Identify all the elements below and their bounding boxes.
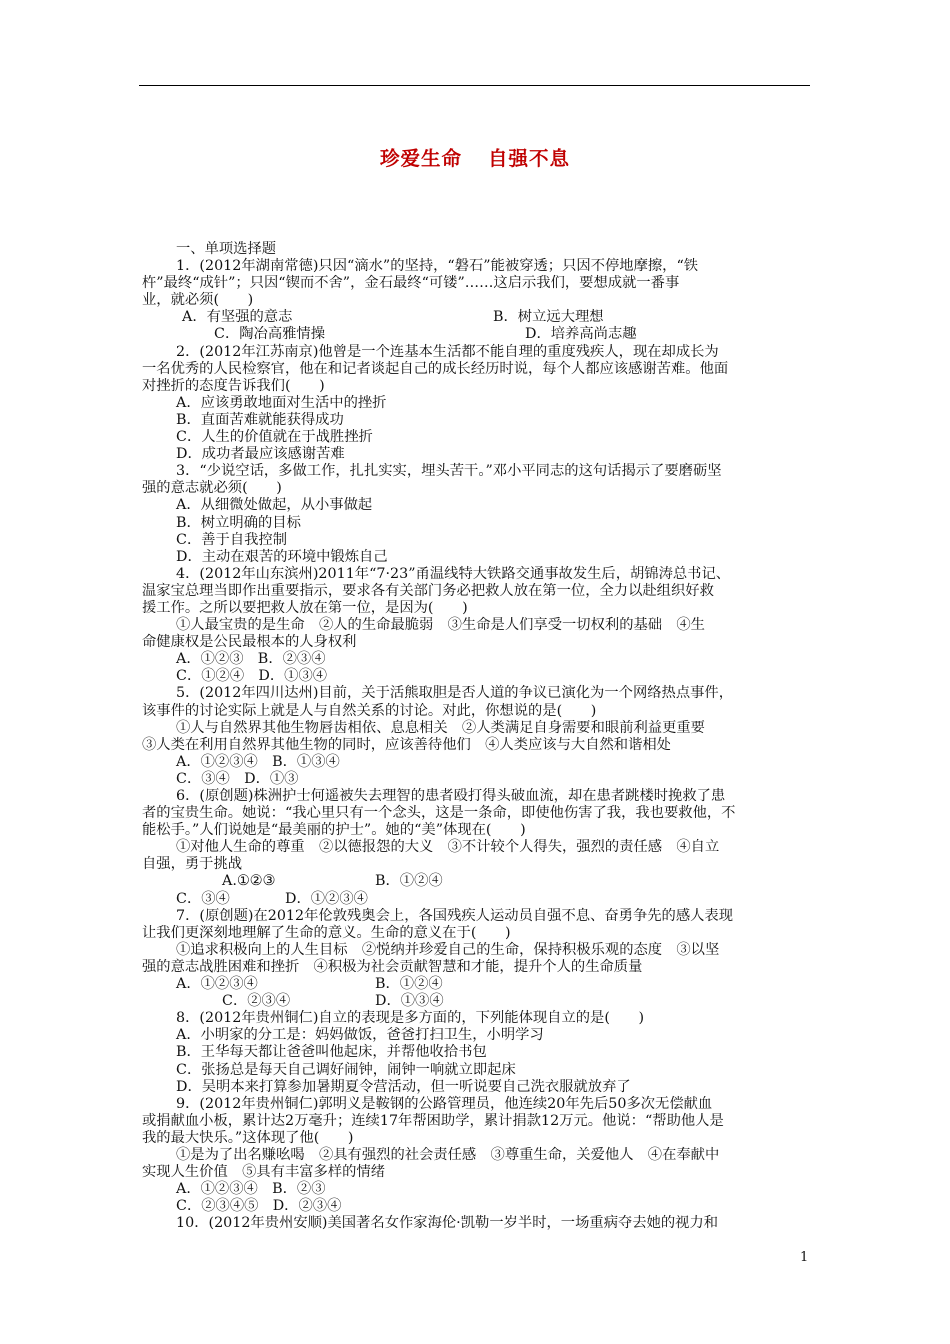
question-stem: 对挫折的态度告诉我们( ) [142,377,325,394]
option-b: B．直面苦难就能获得成功 [176,411,344,428]
question-stem: 7．(原创题)在2012年伦敦残奥会上，各国残疾人运动员自强不息、奋勇争先的感人表现 [176,907,734,924]
option-a: A.①②③ [222,873,276,890]
question-stem: 者的宝贵生命。她说：“我心里只有一个念头，这是一条命，即使他伤害了我，我也要救他，不 [142,805,736,822]
question-stem: 4．(2012年山东滨州)2011年“7·23”甬温线特大铁路交通事故发生后，胡锦涛总书记、 [176,565,731,582]
options-row [142,309,814,326]
options-ab: A．①②③④ B．①③④ [176,753,340,770]
question-stem: 或捐献血小板，累计达2万毫升；连续17年帮困助学，累计捐款12万元。他说：“帮助他人是 [142,1112,724,1129]
option-d: D．培养高尚志趣 [525,326,637,343]
option-a: A．应该勇敢地面对生活中的挫折 [176,394,387,411]
question-stem: 10．(2012年贵州安顺)美国著名女作家海伦·凯勒一岁半时，一场重病夺去她的视力和 [176,1215,719,1232]
statement-items: 实现人生价值 ⑤具有丰富多样的情绪 [142,1164,386,1181]
question-stem: 8．(2012年贵州铜仁)自立的表现是多方面的，下列能体现自立的是( ) [176,1010,645,1027]
option-d: D．①③④ [375,993,444,1010]
option-b: B．树立远大理想 [493,309,604,326]
statement-items: ①追求积极向上的人生目标 ②悦纳并珍爱自己的生命，保持积极乐观的态度 ③以坚 [176,941,720,958]
statement-items: ①人最宝贵的是生命 ②人的生命最脆弱 ③生命是人们享受一切权利的基础 ④生 [176,617,705,634]
section-heading: 一、单项选择题 [176,241,277,257]
option-b: B．树立明确的目标 [176,514,301,531]
question-stem: 6．(原创题)株洲护士何遥被失去理智的患者殴打得头破血流，却在患者跳楼时挽救了患 [176,788,726,804]
question-stem: 3．“少说空话，多做工作，扎扎实实，埋头苦干。”邓小平同志的这句话揭示了要磨砺坚 [176,463,722,480]
page-number: 1 [800,1250,809,1265]
question-stem: 1．(2012年湖南常德)只因“滴水”的坚持，“磐石”能被穿透；只因不停地摩擦，“铁 [176,258,699,275]
page-title [0,143,950,171]
header-rule [139,85,810,86]
question-stem: 能松手。”人们说她是“最美丽的护士”。她的“美”体现在( ) [142,822,526,839]
option-c: C．善于自我控制 [176,531,288,548]
question-stem: 援工作。之所以要把救人放在第一位，是因为( ) [142,599,468,616]
statement-items: 强的意志战胜困难和挫折 ④积极为社会贡献智慧和才能，提升个人的生命质量 [142,958,643,975]
options-row [142,993,814,1010]
option-b: B．王华每天都让爸爸叫他起床，并帮他收拾书包 [176,1044,487,1061]
options-cd: C．①②④ D．①③④ [176,668,328,685]
option-b: B．①②④ [375,976,443,993]
options-row [142,873,814,890]
statement-items: ①人与自然界其他生物唇齿相依、息息相关 ②人类满足自身需要和眼前利益更重要 [176,719,705,736]
question-stem: 一名优秀的人民检察官，他在和记者谈起自己的成长经历时说，每个人都应该感谢苦难。他面 [142,360,729,377]
option-c: C．陶冶高雅情操 [214,326,326,343]
options-cd: C．③④ D．①③ [176,770,299,787]
options-cd: C．②③④⑤ D．②③④ [176,1198,342,1215]
option-c: C．张扬总是每天自己调好闹钟，闹钟一响就立即起床 [176,1061,516,1078]
question-stem: 我的最大快乐。”这体现了他( ) [142,1129,354,1146]
statement-items: ①对他人生命的尊重 ②以德报怨的大义 ③不计较个人得失，强烈的责任感 ④自立 [176,839,720,856]
option-d: D．成功者最应该感谢苦难 [176,446,345,463]
options-row [142,976,814,993]
options-row [142,326,814,343]
question-stem: 让我们更深刻地理解了生命的意义。生命的意义在于( ) [142,924,511,941]
question-stem: 强的意志就必须( ) [142,480,282,497]
option-c: C．③④ [176,890,230,907]
question-stem: 5．(2012年四川达州)目前，关于活熊取胆是否人道的争议已演化为一个网络热点事件， [176,685,734,702]
question-stem: 2．(2012年江苏南京)他曾是一个连基本生活都不能自理的重度残疾人，现在却成长为 [176,343,719,360]
option-a: A．从细微处做起，从小事做起 [176,497,373,514]
option-d: D．吴明本来打算参加暑期夏令营活动，但一听说要自己洗衣服就放弃了 [176,1078,631,1095]
statement-items: 自强，勇于挑战 [142,856,243,873]
question-stem: 该事件的讨论实际上就是人与自然关系的讨论。对此，你想说的是( ) [142,702,597,719]
option-b: B．①②④ [375,873,443,890]
options-ab: A．①②③ B．②③④ [176,651,326,668]
statement-items: ③人类在利用自然界其他生物的同时，应该善待他们 ④人类应该与大自然和谐相处 [142,736,671,753]
question-list [142,241,814,1232]
option-a: A．有坚强的意志 [182,309,293,326]
options-row [142,891,814,908]
statement-items: ①是为了出名赚吆喝 ②具有强烈的社会责任感 ③尊重生命，关爱他人 ④在奉献中 [176,1146,720,1163]
question-stem: 业，就必须( ) [142,292,254,309]
question-stem: 温家宝总理当即作出重要指示，要求各有关部门务必把救人放在第一位，全力以赴组织好救 [142,582,714,599]
option-a: A．小明家的分工是：妈妈做饭，爸爸打扫卫生，小明学习 [176,1027,544,1044]
option-c: C．人生的价值就在于战胜挫折 [176,429,373,446]
question-stem: 9．(2012年贵州铜仁)郭明义是鞍钢的公路管理员，他连续20年先后50多次无偿献血 [176,1095,713,1112]
options-ab: A．①②③④ B．②③ [176,1181,326,1198]
option-a: A．①②③④ [176,976,258,993]
statement-items: 命健康权是公民最根本的人身权利 [142,634,357,651]
question-stem: 杵”最终“成针”；只因“锲而不舍”，金石最终“可镂”……这启示我们，要想成就一番事 [142,275,680,292]
option-c: C．②③④ [222,993,291,1010]
title-part2: 自强不息 [488,147,571,170]
title-part1: 珍爱生命 [379,147,462,170]
option-d: D．①②③④ [285,890,368,907]
option-d: D．主动在艰苦的环境中锻炼自己 [176,548,388,565]
